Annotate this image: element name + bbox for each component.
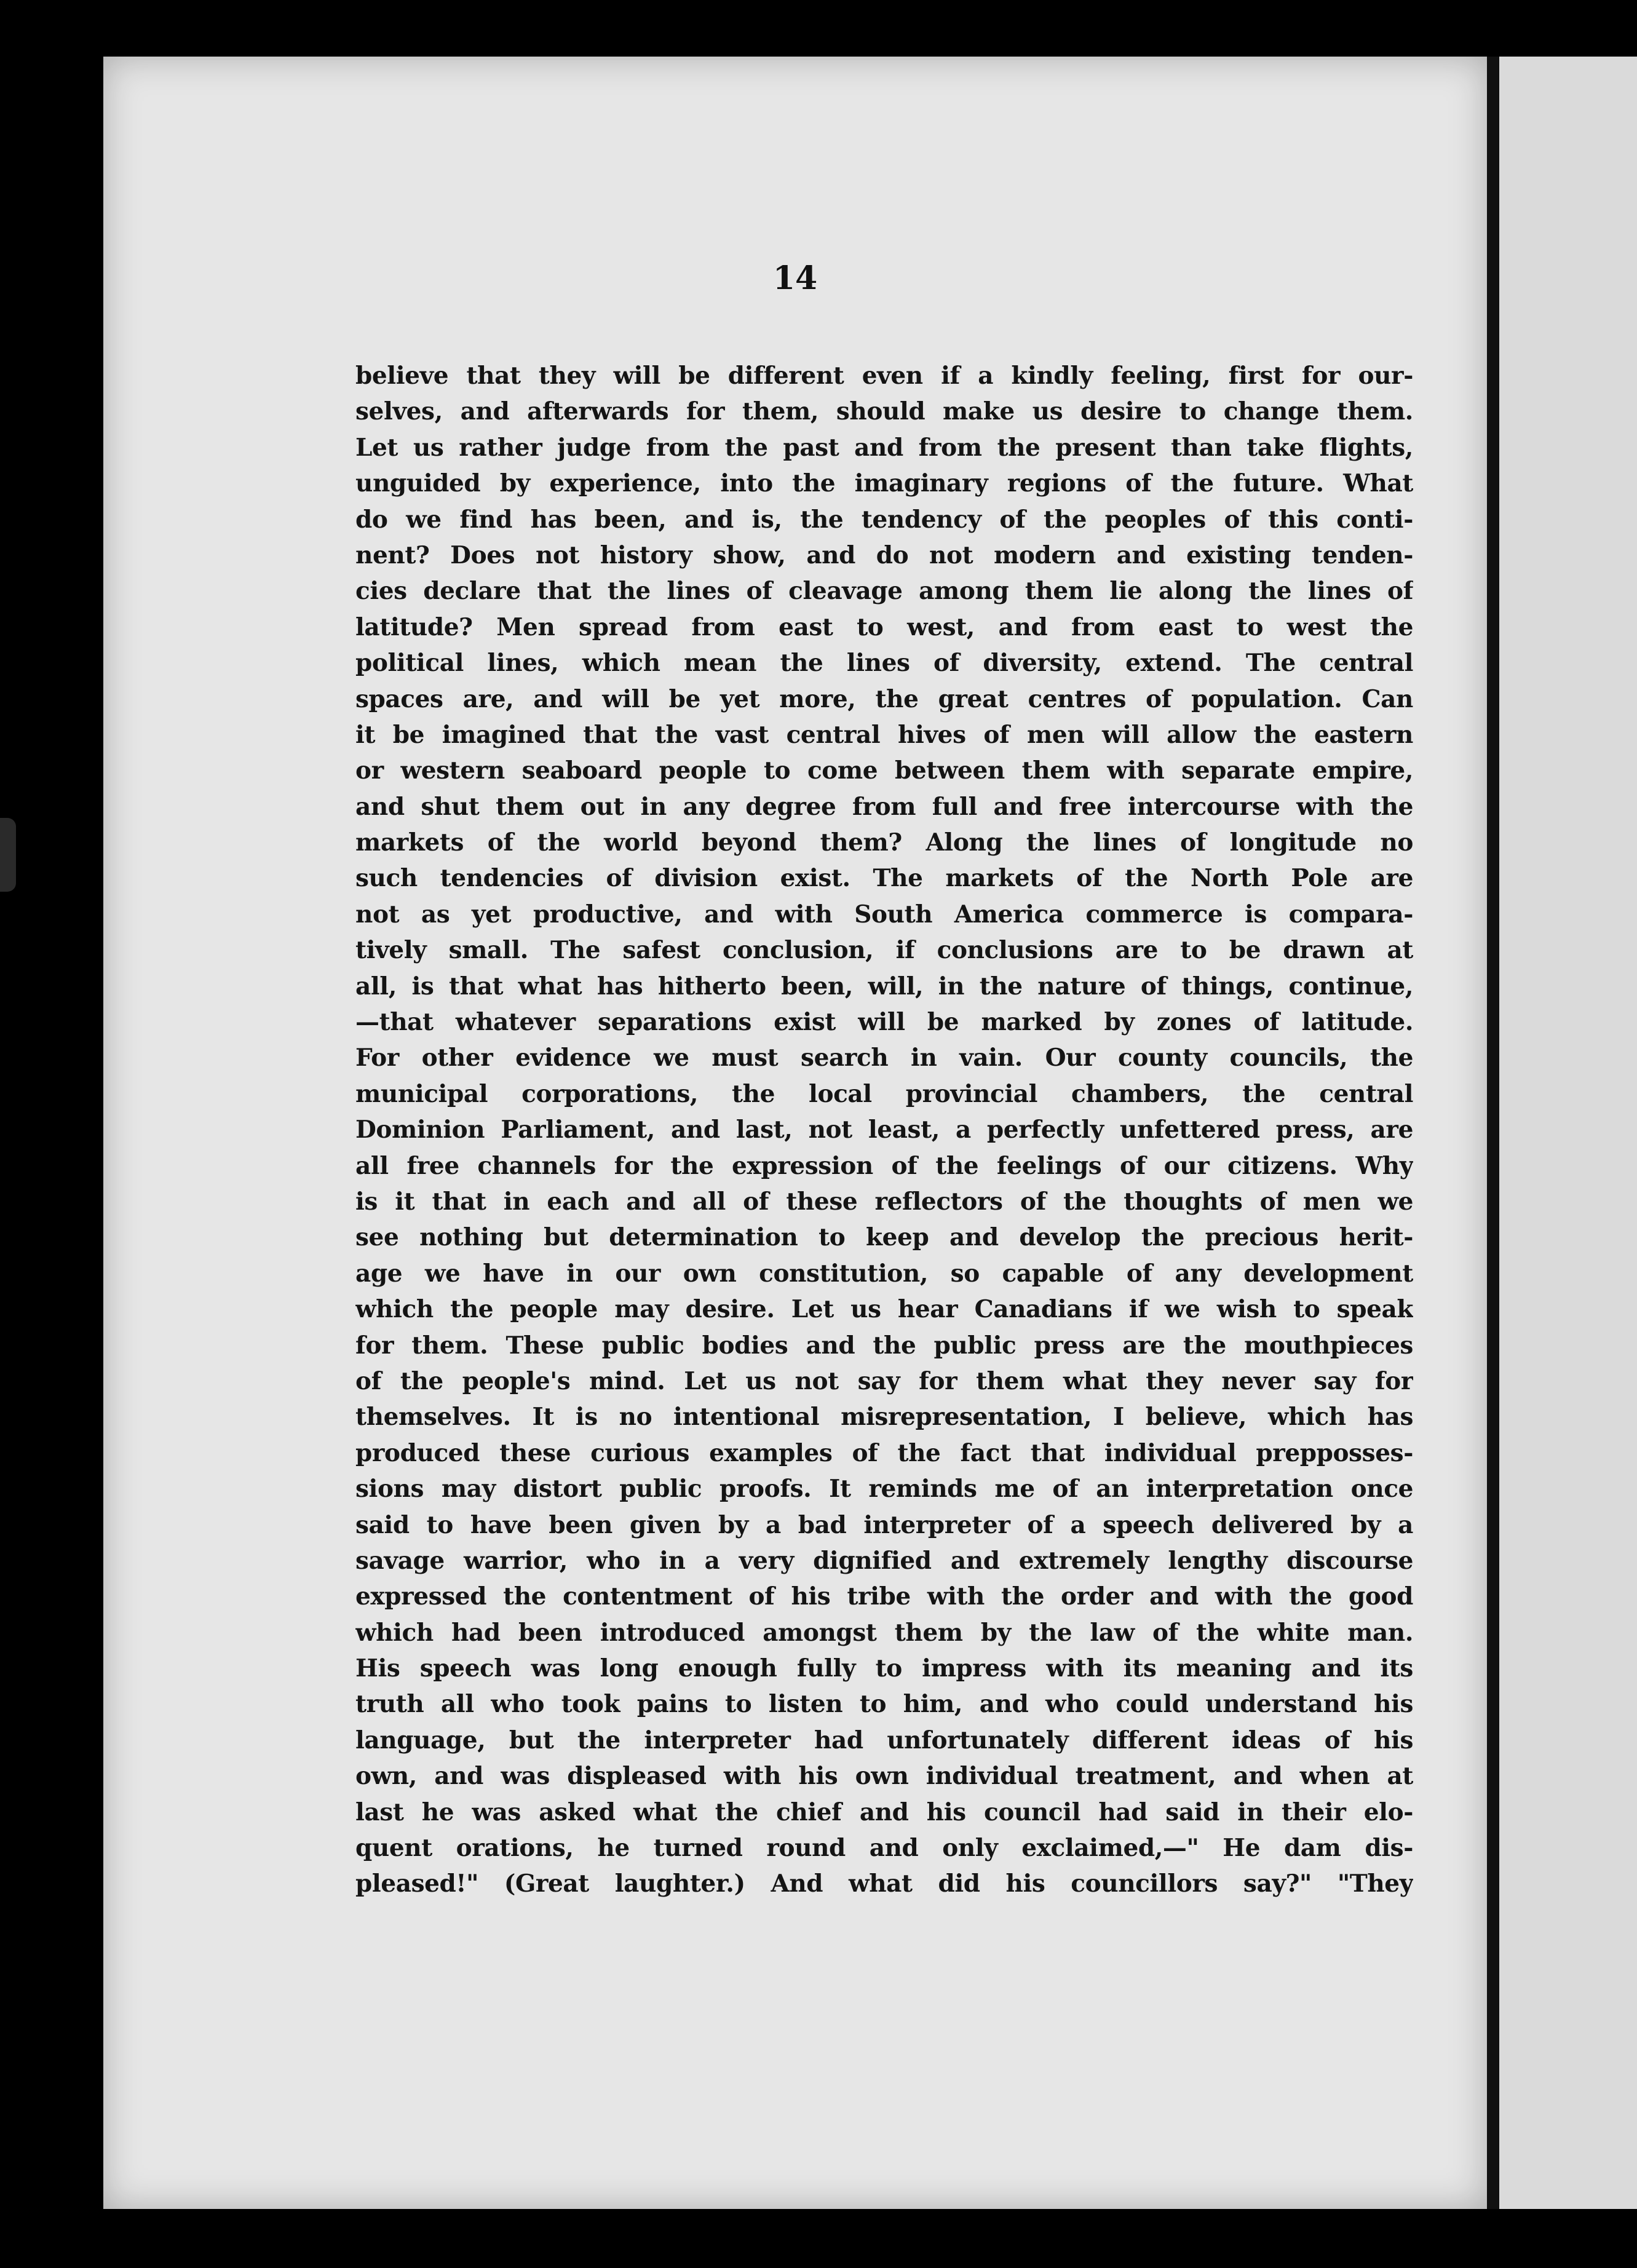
- text-line: tively small. The safest conclusion, if conclusions are to be drawn at: [355, 936, 1413, 965]
- text-line: see nothing but determination to keep and develop the precious herit-: [355, 1223, 1413, 1252]
- text-line: His speech was long enough fully to impress with its meaning and its: [355, 1654, 1413, 1683]
- text-line: which had been introduced amongst them by the law of the white man.: [355, 1618, 1413, 1647]
- text-line: quent orations, he turned round and only exclaimed,—" He dam dis-: [355, 1834, 1413, 1863]
- text-line: it be imagined that the vast central hives of men will allow the eastern: [355, 720, 1413, 749]
- text-line: all, is that what has hitherto been, will, in the nature of things, continue,: [355, 972, 1413, 1001]
- facing-page-edge: [1499, 57, 1637, 2209]
- text-line: believe that they will be different even if a kindly feeling, first for our-: [355, 362, 1413, 390]
- text-line: selves, and afterwards for them, should make us desire to change them.: [355, 397, 1413, 426]
- text-line: is it that in each and all of these reflectors of the thoughts of men we: [355, 1187, 1413, 1216]
- text-line: expressed the contentment of his tribe with the order and with the good: [355, 1582, 1413, 1611]
- text-line: —that whatever separations exist will be marked by zones of latitude.: [355, 1008, 1413, 1037]
- text-line: and shut them out in any degree from full and free intercourse with the: [355, 792, 1413, 821]
- text-line: all free channels for the expression of the feelings of our citizens. Why: [355, 1151, 1413, 1180]
- text-line: produced these curious examples of the fact that individual prepposses-: [355, 1438, 1413, 1467]
- text-line: of the people's mind. Let us not say for them what they never say for: [355, 1366, 1413, 1395]
- text-line: Dominion Parliament, and last, not least, a perfectly unfettered press, are: [355, 1116, 1413, 1144]
- text-line: not as yet productive, and with South America commerce is compara-: [355, 900, 1413, 929]
- text-line: political lines, which mean the lines of diversity, extend. The central: [355, 649, 1413, 678]
- text-line: own, and was displeased with his own individual treatment, and when at: [355, 1762, 1413, 1791]
- text-line: spaces are, and will be yet more, the great centres of population. Can: [355, 684, 1413, 713]
- text-line: which the people may desire. Let us hear Canadians if we wish to speak: [355, 1295, 1413, 1324]
- text-line: themselves. It is no intentional misrepresentation, I believe, which has: [355, 1403, 1413, 1432]
- text-line: Let us rather judge from the past and from the present than take flights,: [355, 433, 1413, 462]
- text-line: truth all who took pains to listen to him, and who could understand his: [355, 1690, 1413, 1719]
- text-line: or western seaboard people to come between them with separate empire,: [355, 756, 1413, 785]
- text-line: pleased!" (Great laughter.) And what did his councillors say?" "They: [355, 1870, 1413, 1898]
- text-line: language, but the interpreter had unfortunately different ideas of his: [355, 1726, 1413, 1755]
- scan-edge-mark: [0, 818, 16, 892]
- text-line: cies declare that the lines of cleavage among them lie along the lines of: [355, 577, 1413, 606]
- text-line: municipal corporations, the local provincial chambers, the central: [355, 1079, 1413, 1108]
- text-line: for them. These public bodies and the public press are the mouthpieces: [355, 1331, 1413, 1360]
- page-number: 14: [772, 260, 818, 297]
- text-line: sions may distort public proofs. It reminds me of an interpretation once: [355, 1475, 1413, 1504]
- text-line: said to have been given by a bad interpreter of a speech delivered by a: [355, 1510, 1413, 1539]
- text-line: markets of the world beyond them? Along the lines of longitude no: [355, 828, 1413, 857]
- text-line: last he was asked what the chief and his council had said in their elo-: [355, 1798, 1413, 1826]
- text-line: latitude? Men spread from east to west, and from east to west the: [355, 613, 1413, 641]
- book-page: [103, 57, 1487, 2209]
- text-line: savage warrior, who in a very dignified and extremely lengthy discourse: [355, 1546, 1413, 1575]
- text-line: do we find has been, and is, the tendency of the peoples of this conti-: [355, 505, 1413, 534]
- text-line: nent? Does not history show, and do not modern and existing tenden-: [355, 541, 1413, 569]
- page-gutter: [1487, 57, 1499, 2209]
- text-line: unguided by experience, into the imaginary regions of the future. What: [355, 469, 1413, 498]
- text-line: age we have in our own constitution, so capable of any development: [355, 1259, 1413, 1288]
- text-line: For other evidence we must search in vain. Our county councils, the: [355, 1044, 1413, 1073]
- page-body-text: [355, 358, 1413, 1902]
- text-line: such tendencies of division exist. The markets of the North Pole are: [355, 864, 1413, 893]
